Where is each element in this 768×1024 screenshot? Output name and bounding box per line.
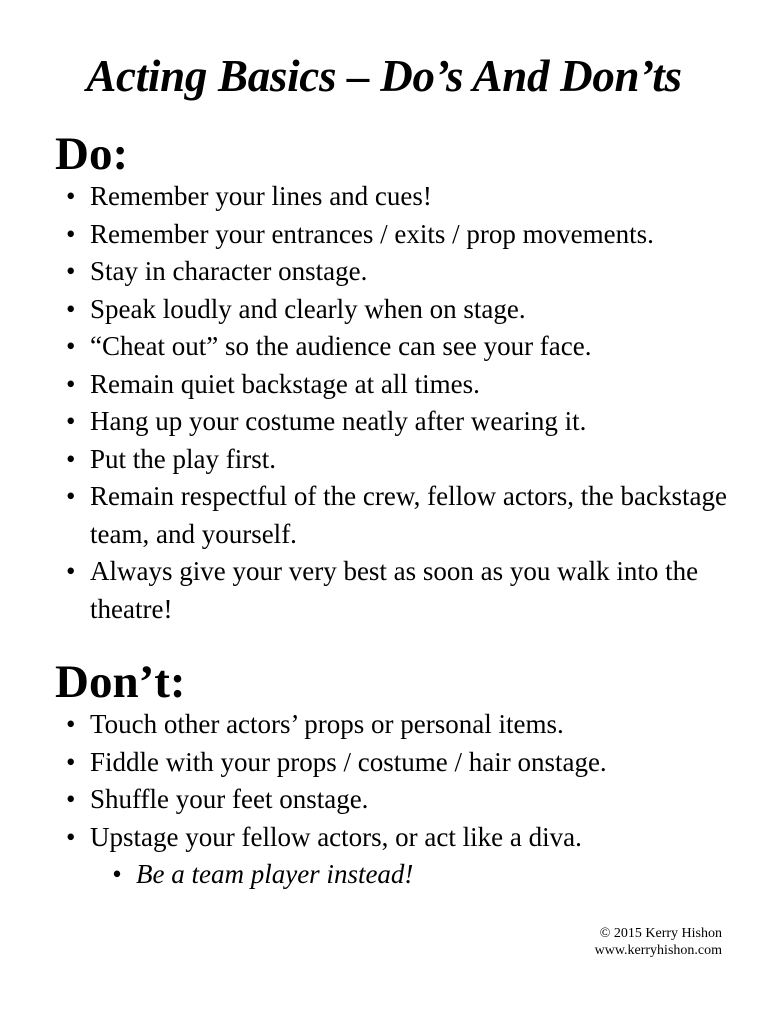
list-item: • Remain respectful of the crew, fellow actors, the backstage team, and yourself.	[90, 478, 740, 553]
list-item: • Always give your very best as soon as you walk into the theatre!	[90, 553, 740, 628]
list-item: • Put the play first.	[90, 441, 740, 479]
dont-heading: Don’t:	[55, 656, 186, 708]
sub-list	[90, 856, 740, 894]
website-text: www.kerryhishon.com	[594, 943, 722, 958]
sub-list-container	[90, 856, 740, 894]
copyright-text: © 2015 Kerry Hishon	[599, 926, 722, 941]
list-item: • Stay in character onstage.	[90, 253, 740, 291]
do-list	[90, 178, 740, 628]
list-item: • Remember your lines and cues!	[90, 178, 740, 216]
list-item: • Fiddle with your props / costume / hair onstage.	[90, 744, 740, 782]
list-item: • Remember your entrances / exits / prop movements.	[90, 216, 740, 254]
list-item: • Touch other actors’ props or personal items.	[90, 706, 740, 744]
list-item: • “Cheat out” so the audience can see your face.	[90, 328, 740, 366]
list-item: • Shuffle your feet onstage.	[90, 781, 740, 819]
dont-list	[90, 706, 740, 894]
list-item: • Speak loudly and clearly when on stage.	[90, 291, 740, 329]
list-item: • Hang up your costume neatly after wearing it.	[90, 403, 740, 441]
list-item: • Remain quiet backstage at all times.	[90, 366, 740, 404]
page-title: Acting Basics – Do’s And Don’ts	[86, 51, 682, 101]
list-item: • Upstage your fellow actors, or act like a diva.	[90, 819, 740, 857]
do-heading: Do:	[55, 128, 129, 180]
footer	[595, 925, 722, 959]
sub-list-item: • Be a team player instead!	[136, 856, 740, 894]
